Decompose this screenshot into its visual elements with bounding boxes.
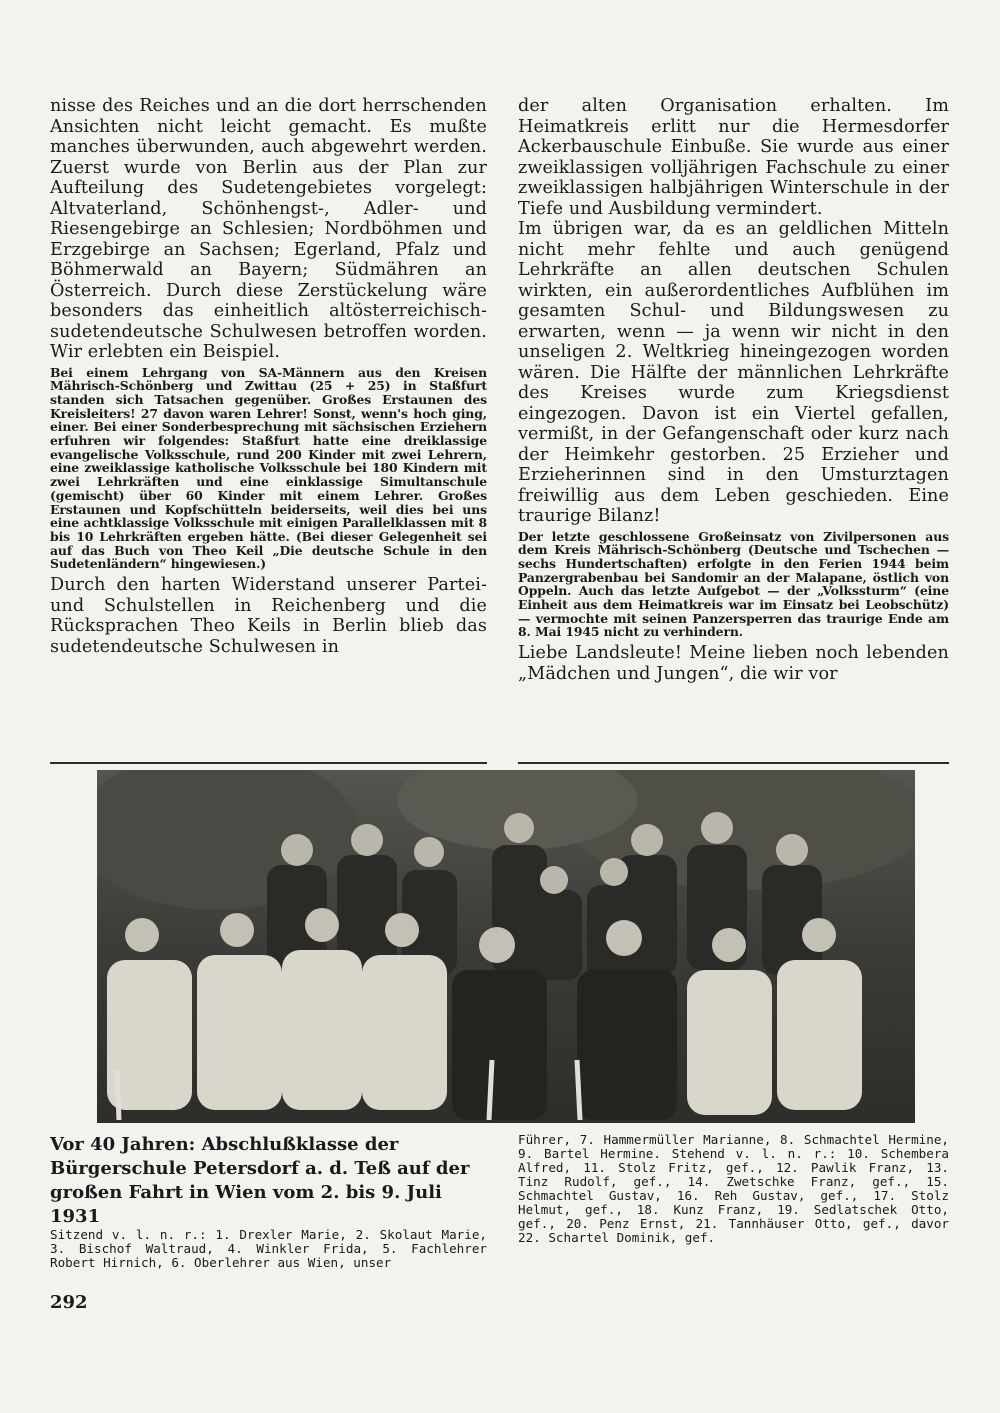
- photo-caption-seated-continued: Führer, 7. Hammermüller Marianne, 8. Schmachtel Hermine, 9. Bartel Hermine.: [518, 1132, 949, 1161]
- left-footnote: Bei einem Lehrgang von SA-Männern aus den Kreisen Mährisch-Schönberg und Zwittau (25 + 25) in Staßfurt standen sich Tatsachen gegenüber. Großes Erstaunen des Kreisleiters! 27 davon waren Lehrer! Sonst, wenn's hoch ging, einer. Bei einer Sonderbesprechung mit sächsischen Erziehern erfuhren wir folgendes: Staßfurt hatte eine dreiklassige evangelische Volksschule, rund 200 Kinder mit zwei Lehrern, eine zweiklassige katholische Volksschule bei 180 Kindern mit zwei Lehrkräften und eine einklassige Simultanschule (gemischt) über 60 Kinder mit einem Lehrer. Großes Erstaunen und Kopfschütteln beiderseits, weil dies bei uns eine achtklassige Volksschule mit einigen Parallelklassen mit 8 bis 10 Lehrkräften ergeben hätte. (Bei dieser Gelegenheit sei auf das Buch von Theo Keil „Die deutsche Schule in den Sudetenländern“ hingewiesen.): [50, 364, 487, 572]
- photo-caption-standing: Stehend v. l. n. r.: 10. Schembera Alfred, 11. Stolz Fritz, gef., 12. Pawlik Franz, 13. Tinz Rudolf, gef., 14. Zwetschke Franz, gef., 15. Schmachtel Gustav, 16. Reh Gustav, gef., 17. Stolz Helmut, gef., 18. Kunz Franz, 19. Sedlatschek Otto, gef., 20. Penz Ernst, 21. Tannhäuser Otto, gef., davor 22. Schartel Dominik, gef.: [518, 1146, 949, 1245]
- right-paragraph-1: der alten Organisation erhalten. Im Heimatkreis erlitt nur die Hermesdorfer Ackerbauschule Einbuße. Sie wurde aus einer zweiklassigen volljährigen Fachschule zu einer zweiklassigen halbjährigen Winterschule in der Tiefe und Ausbildung vermindert.: [518, 96, 949, 219]
- page-number: 292: [50, 1292, 88, 1313]
- photo-caption-seated: Sitzend v. l. n. r.: 1. Drexler Marie, 2. Skolaut Marie, 3. Bischof Waltraud, 4. Winkler Frida, 5. Fachlehrer Robert Hirnich, 6. Oberlehrer aus Wien, unser: [50, 1227, 487, 1270]
- left-column: [50, 96, 487, 657]
- divider-left: [50, 762, 487, 764]
- photo-caption-title: Vor 40 Jahren: Abschlußklasse der Bürgerschule Petersdorf a. d. Teß auf der großen Fahrt in Wien vom 2. bis 9. Juli 1931: [50, 1134, 470, 1227]
- right-footnote: Der letzte geschlossene Großeinsatz von Zivilpersonen aus dem Kreis Mährisch-Schönberg (Deutsche und Tschechen — sechs Hundertschaften) erfolgte in den Ferien 1944 beim Panzergrabenbau bei Sandomir an der Malapane, östlich von Oppeln. Auch das letzte Aufgebot — der „Volkssturm“ (eine Einheit aus dem Heimatkreis war im Einsatz bei Leobschütz) — vermochte mit seinen Panzersperren das traurige Ende am 8. Mai 1945 nicht zu verhindern.: [518, 528, 949, 640]
- right-paragraph-3: Liebe Landsleute! Meine lieben noch lebenden „Mädchen und Jungen“, die wir vor: [518, 643, 949, 684]
- class-photo-illustration: [97, 770, 915, 1123]
- class-photo: [97, 770, 915, 1123]
- divider-right: [518, 762, 949, 764]
- right-column: [518, 96, 949, 684]
- left-paragraph-1: nisse des Reiches und an die dort herrschenden Ansichten nicht leicht gemacht. Es mußte manches überwunden, auch abgewehrt werden. Zuerst wurde von Berlin aus der Plan zur Aufteilung des Sudetengebietes vorgelegt: Altvaterland, Schönhengst-, Adler- und Riesengebirge an Schlesien; Nordböhmen und Erzgebirge an Sachsen; Egerland, Pfalz und Böhmerwald an Bayern; Südmähren an Österreich. Durch diese Zerstückelung wäre besonders das einheitlich altösterreichisch-sudetendeutsche Schulwesen betroffen worden. Wir erlebten ein Beispiel.: [50, 96, 487, 362]
- left-paragraph-2: Durch den harten Widerstand unserer Partei- und Schulstellen in Reichenberg und die Rücksprachen Theo Keils in Berlin blieb das sudetendeutsche Schulwesen in: [50, 575, 487, 657]
- photo-caption-right: [518, 1133, 949, 1245]
- right-paragraph-2: Im übrigen war, da es an geldlichen Mitteln nicht mehr fehlte und auch genügend Lehrkräfte an allen deutschen Schulen wirkten, ein außerordentliches Aufblühen im gesamten Schul- und Bildungswesen zu erwarten, wenn — ja wenn wir nicht in den unseligen 2. Weltkrieg hineingezogen worden wären. Die Hälfte der männlichen Lehrkräfte des Kreises wurde zum Kriegsdienst eingezogen. Davon ist ein Viertel gefallen, vermißt, in der Gefangenschaft oder kurz nach der Heimkehr gestorben. 25 Erzieher und Erzieherinnen sind in den Umsturztagen freiwillig aus dem Leben geschieden. Eine traurige Bilanz!: [518, 219, 949, 526]
